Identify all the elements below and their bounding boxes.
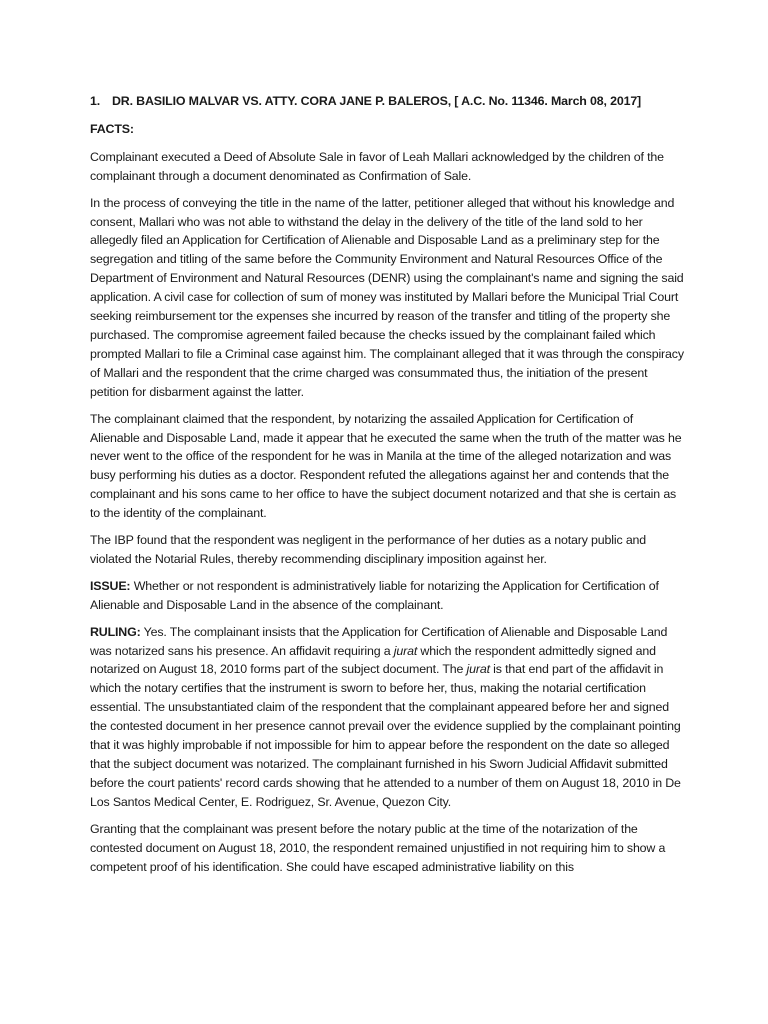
facts-paragraph: Complainant executed a Deed of Absolute Sale in favor of Leah Mallari acknowledged by the children of the complainant through a document denominated as Confirmation of Sale. xyxy=(90,149,664,183)
issue-label: ISSUE: xyxy=(90,578,131,593)
final-paragraph: Granting that the complainant was present before the notary public at the time of the notarization of the contested document on August 18, 2010, the respondent remained unjustified in not requiring him to show a competent proof of his identification. She could have escaped administrative liability on this xyxy=(90,821,666,874)
facts-paragraph: In the process of conveying the title in the name of the latter, petitioner alleged that without his knowledge and consent, Mallari who was not able to withstand the delay in the delivery of the title of the land sold to her allegedly filed an Application for Certification of Alienable and Disposable Land as a preliminary step for the segregation and titling of the same before the Community Environment and Natural Resources Office of the Department of Environment and Natural Resources (DENR) using the complainant's name and signing the said application. A civil case for collection of sum of money was instituted by Mallari before the Municipal Trial Court seeking reimbursement tor the expenses she incurred by reason of the transfer and titling of the property she purchased. The compromise agreement failed because the checks issued by the complainant failed which prompted Mallari to file a Criminal case against him. The complainant alleged that it was through the conspiracy of Mallari and the respondent that the crime charged was consummated thus, the initiation of the present petition for disbarment against the latter. xyxy=(90,195,684,399)
document-body xyxy=(90,92,684,884)
jurat-term: jurat xyxy=(393,643,418,658)
case-title: DR. BASILIO MALVAR VS. ATTY. CORA JANE P. BALEROS, [ A.C. No. 11346. March 08, 2017] xyxy=(112,94,642,108)
issue-text: Whether or not respondent is administratively liable for notarizing the Application for Certification of Alienable and Disposable Land in the absence of the complainant. xyxy=(90,578,659,612)
facts-paragraph: The IBP found that the respondent was negligent in the performance of her duties as a notary public and violated the Notarial Rules, thereby recommending disciplinary imposition against her. xyxy=(90,533,647,566)
facts-paragraph: The complainant claimed that the respondent, by notarizing the assailed Application for Certification of Alienable and Disposable Land, made it appear that he executed the same when the truth of the matter was he never went to the office of the respondent for he was in Manila at the time of the alleged notarization and was busy performing his duties as a doctor. Respondent refuted the allegations against her and contends that the complainant and his sons came to her office to have the subject document notarized and that she is certain as to the identity of the complainant. xyxy=(90,411,682,521)
ruling-label: RULING: xyxy=(90,624,141,639)
ruling-paragraph xyxy=(90,623,684,812)
ruling-text: Yes. The complainant insists that the Application for Certification of Alienable and Disposable Land was notarized sans his presence. An affidavit requiring a xyxy=(90,624,668,658)
case-number: 1. xyxy=(90,94,101,108)
jurat-term: jurat xyxy=(466,662,490,677)
ruling-text: which the respondent admittedly signed and notarized on August 18, 2010 forms part of the subject document. The xyxy=(90,643,656,677)
ruling-text: is that end part of the affidavit in which the notary certifies that the instrument is sworn to before her, thus, making the notarial certification essential. The unsubstantiated claim of the respondent that the complainant appeared before her and signed the contested document in her presence cannot prevail over the evidence supplied by the complainant pointing that it was highly improbable if not impossible for him to appear before the respondent on the date so alleged that the subject document was notarized. The complainant furnished in his Sworn Judicial Affidavit submitted before the court patients' record cards showing that he attended to a number of them on August 18, 2010 in De Los Santos Medical Center, E. Rodriguez, Sr. Avenue, Quezon City. xyxy=(90,662,681,809)
case-heading xyxy=(90,92,684,111)
issue-paragraph xyxy=(90,577,684,615)
facts-label: FACTS: xyxy=(90,121,134,136)
